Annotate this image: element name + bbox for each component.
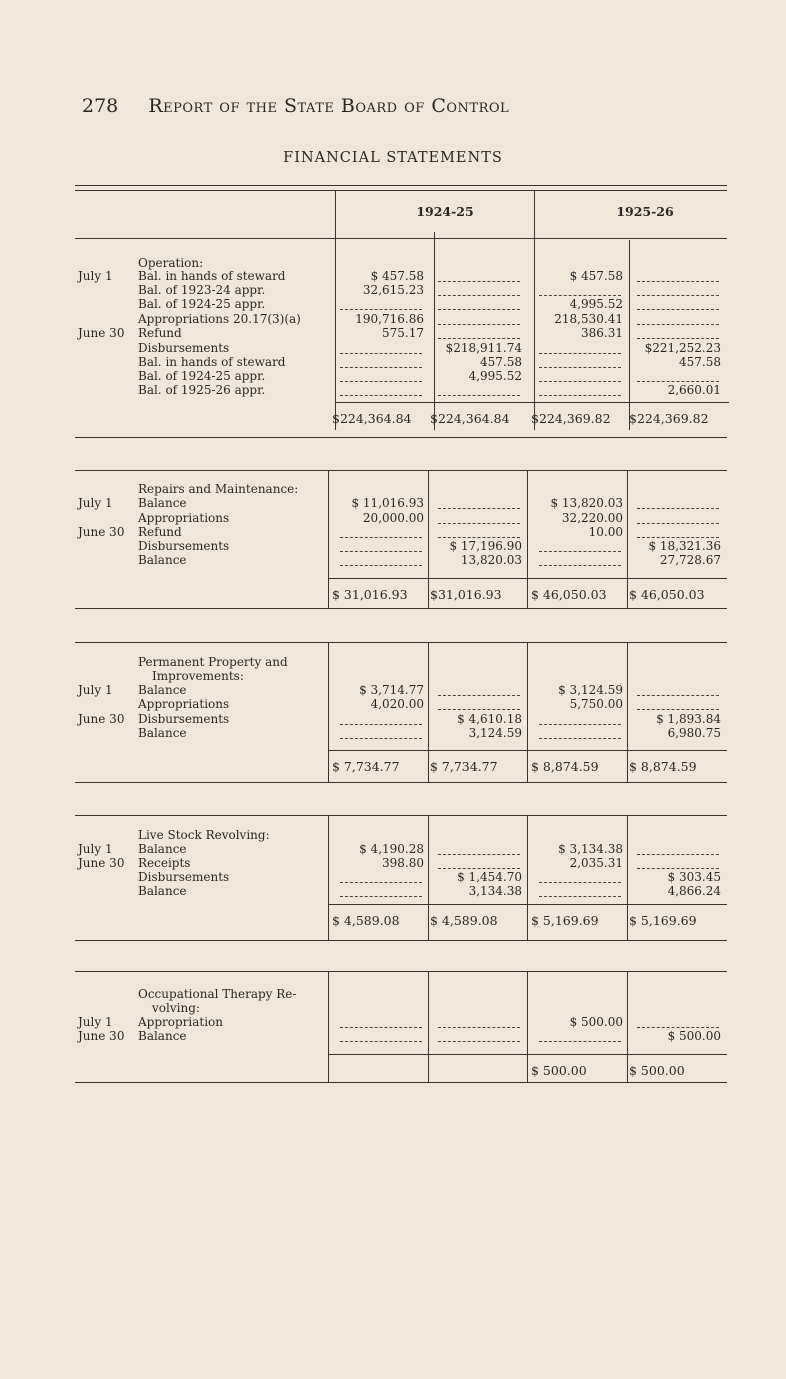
- section-bottom-rule: [75, 940, 727, 941]
- blank-leader: [340, 565, 422, 566]
- blank-leader: [438, 537, 520, 538]
- section-total: $224,364.84: [332, 411, 412, 426]
- row-amount: $ 18,321.36: [648, 539, 721, 553]
- blank-leader: [438, 295, 520, 296]
- row-label: Balance: [138, 726, 187, 740]
- row-date: July 1: [78, 683, 113, 697]
- column-rule: [627, 971, 628, 1082]
- column-rule: [428, 971, 429, 1082]
- section-total: $ 46,050.03: [531, 587, 607, 602]
- blank-leader: [340, 381, 422, 382]
- row-amount: 575.17: [382, 326, 424, 340]
- row-label: Refund: [138, 326, 182, 340]
- section-total: $ 8,874.59: [629, 759, 697, 774]
- blank-leader: [340, 896, 422, 897]
- section-bottom-rule: [75, 1082, 727, 1083]
- section-bottom-rule: [75, 608, 727, 609]
- blank-leader: [637, 709, 719, 710]
- section-top-rule: [75, 642, 727, 643]
- row-date: June 30: [78, 1029, 125, 1043]
- section-total: $ 8,874.59: [531, 759, 599, 774]
- blank-leader: [637, 381, 719, 382]
- section-total: $ 46,050.03: [629, 587, 705, 602]
- blank-leader: [340, 1027, 422, 1028]
- column-rule: [527, 815, 528, 940]
- blank-leader: [438, 1041, 520, 1042]
- column-rule: [328, 971, 329, 1082]
- column-rule: [428, 815, 429, 940]
- row-date: June 30: [78, 326, 125, 340]
- row-date: July 1: [78, 269, 113, 283]
- row-label: Disbursements: [138, 539, 230, 553]
- blank-leader: [539, 381, 621, 382]
- row-amount: 27,728.67: [659, 553, 721, 567]
- blank-leader: [438, 709, 520, 710]
- section-total: $ 31,016.93: [332, 587, 408, 602]
- section-total: $ 5,169.69: [531, 913, 599, 928]
- blank-leader: [340, 309, 422, 310]
- row-amount: 13,820.03: [460, 553, 522, 567]
- row-amount: 3,124.59: [468, 726, 522, 740]
- blank-leader: [438, 281, 520, 282]
- row-amount: 457.58: [679, 355, 721, 369]
- year-heading: 1924-25: [416, 204, 474, 219]
- row-date: July 1: [78, 1015, 113, 1029]
- blank-leader: [438, 395, 520, 396]
- section-title: Live Stock Revolving:: [138, 828, 270, 842]
- section-total: $ 5,169.69: [629, 913, 697, 928]
- header-rule: [75, 238, 727, 239]
- blank-leader: [637, 868, 719, 869]
- blank-leader: [340, 537, 422, 538]
- row-label: Balance: [138, 1029, 187, 1043]
- blank-leader: [438, 309, 520, 310]
- blank-leader: [637, 695, 719, 696]
- row-amount: $ 17,196.90: [449, 539, 522, 553]
- blank-leader: [539, 896, 621, 897]
- blank-leader: [637, 281, 719, 282]
- column-rule: [527, 971, 528, 1082]
- blank-leader: [637, 537, 719, 538]
- blank-leader: [438, 1027, 520, 1028]
- row-label: Balance: [138, 496, 187, 510]
- row-label: Bal. in hands of steward: [138, 355, 286, 369]
- section-total: $ 7,734.77: [430, 759, 498, 774]
- blank-leader: [539, 882, 621, 883]
- row-label: Balance: [138, 553, 187, 567]
- blank-leader: [539, 724, 621, 725]
- row-label: Balance: [138, 884, 187, 898]
- totals-rule: [328, 578, 727, 579]
- section-total: $31,016.93: [430, 587, 502, 602]
- row-amount: $ 457.58: [569, 269, 623, 283]
- section-total: $224,369.82: [629, 411, 709, 426]
- blank-leader: [438, 868, 520, 869]
- row-label: Appropriations: [138, 511, 230, 525]
- blank-leader: [539, 367, 621, 368]
- blank-leader: [340, 367, 422, 368]
- row-label: Balance: [138, 842, 187, 856]
- blank-leader: [539, 1041, 621, 1042]
- row-amount: 5,750.00: [569, 697, 623, 711]
- row-amount: 32,615.23: [362, 283, 424, 297]
- blank-leader: [637, 295, 719, 296]
- column-rule: [328, 642, 329, 782]
- section-total: $ 7,734.77: [332, 759, 400, 774]
- year-heading: 1925-26: [616, 204, 674, 219]
- column-rule: [328, 815, 329, 940]
- column-rule: [428, 642, 429, 782]
- section-total: $224,364.84: [430, 411, 510, 426]
- page-title: Report of the State Board of Control: [148, 95, 510, 117]
- row-label: Disbursements: [138, 712, 230, 726]
- row-label: Balance: [138, 683, 187, 697]
- row-amount: 218,530.41: [554, 312, 623, 326]
- section-title: Repairs and Maintenance:: [138, 482, 299, 496]
- page-header: [82, 95, 509, 117]
- section-total: $224,369.82: [531, 411, 611, 426]
- blank-leader: [539, 738, 621, 739]
- table-top-rule: [75, 190, 727, 191]
- row-date: June 30: [78, 856, 125, 870]
- blank-leader: [438, 324, 520, 325]
- row-amount: 4,995.52: [569, 297, 623, 311]
- blank-leader: [340, 738, 422, 739]
- blank-leader: [637, 1027, 719, 1028]
- row-amount: $ 457.58: [370, 269, 424, 283]
- row-date: June 30: [78, 525, 125, 539]
- row-amount: $ 3,124.59: [558, 683, 623, 697]
- column-rule: [627, 642, 628, 782]
- section-top-rule: [75, 470, 727, 471]
- row-amount: 32,220.00: [561, 511, 623, 525]
- row-label: Appropriations 20.17(3)(a): [138, 312, 301, 326]
- row-label: Bal. of 1925-26 appr.: [138, 383, 266, 397]
- blank-leader: [438, 695, 520, 696]
- row-amount: $ 3,714.77: [359, 683, 424, 697]
- row-amount: $ 4,610.18: [457, 712, 522, 726]
- row-amount: $ 1,454.70: [457, 870, 522, 884]
- column-rule: [335, 190, 336, 430]
- column-rule: [328, 470, 329, 608]
- blank-leader: [539, 565, 621, 566]
- blank-leader: [438, 338, 520, 339]
- section-top-rule: [75, 971, 727, 972]
- column-rule: [434, 232, 435, 430]
- column-rule: [527, 642, 528, 782]
- blank-leader: [539, 295, 621, 296]
- row-amount: $218,911.74: [445, 341, 522, 355]
- row-amount: $ 1,893.84: [656, 712, 721, 726]
- section-top-rule: [75, 815, 727, 816]
- blank-leader: [438, 854, 520, 855]
- row-amount: 386.31: [581, 326, 623, 340]
- row-amount: $ 4,190.28: [359, 842, 424, 856]
- row-amount: 10.00: [588, 525, 623, 539]
- row-amount: 2,660.01: [667, 383, 721, 397]
- blank-leader: [438, 523, 520, 524]
- row-amount: 6,980.75: [667, 726, 721, 740]
- section-total: $ 4,589.08: [430, 913, 498, 928]
- column-rule: [627, 470, 628, 608]
- row-amount: $ 500.00: [667, 1029, 721, 1043]
- section-title: volving:: [152, 1001, 200, 1015]
- blank-leader: [637, 324, 719, 325]
- row-label: Bal. of 1924-25 appr.: [138, 297, 266, 311]
- section-title: Occupational Therapy Re-: [138, 987, 297, 1001]
- row-amount: $ 3,134.38: [558, 842, 623, 856]
- row-amount: 20,000.00: [362, 511, 424, 525]
- row-amount: $221,252.23: [644, 341, 721, 355]
- blank-leader: [539, 395, 621, 396]
- row-amount: 2,035.31: [569, 856, 623, 870]
- blank-leader: [637, 309, 719, 310]
- blank-leader: [340, 724, 422, 725]
- row-amount: $ 11,016.93: [351, 496, 424, 510]
- column-rule: [527, 470, 528, 608]
- row-label: Appropriations: [138, 697, 230, 711]
- blank-leader: [340, 551, 422, 552]
- row-amount: 3,134.38: [468, 884, 522, 898]
- blank-leader: [340, 353, 422, 354]
- blank-leader: [438, 508, 520, 509]
- row-amount: 4,995.52: [468, 369, 522, 383]
- section-total: $ 500.00: [629, 1063, 685, 1078]
- section-title: Improvements:: [152, 669, 244, 683]
- row-label: Disbursements: [138, 870, 230, 884]
- section-title: Operation:: [138, 256, 204, 270]
- row-amount: 190,716.86: [355, 312, 424, 326]
- row-amount: 4,866.24: [667, 884, 721, 898]
- blank-leader: [637, 854, 719, 855]
- section-bottom-rule: [75, 782, 727, 783]
- row-amount: $ 13,820.03: [550, 496, 623, 510]
- row-amount: 457.58: [480, 355, 522, 369]
- totals-rule: [335, 402, 729, 403]
- row-label: Bal. in hands of steward: [138, 269, 286, 283]
- row-date: July 1: [78, 496, 113, 510]
- row-date: July 1: [78, 842, 113, 856]
- row-date: June 30: [78, 712, 125, 726]
- blank-leader: [340, 1041, 422, 1042]
- section-bottom-rule: [75, 437, 727, 438]
- row-label: Bal. of 1924-25 appr.: [138, 369, 266, 383]
- row-label: Bal. of 1923-24 appr.: [138, 283, 266, 297]
- row-label: Receipts: [138, 856, 191, 870]
- row-label: Refund: [138, 525, 182, 539]
- blank-leader: [340, 395, 422, 396]
- row-label: Appropriation: [138, 1015, 224, 1029]
- column-rule: [428, 470, 429, 608]
- blank-leader: [637, 508, 719, 509]
- blank-leader: [637, 523, 719, 524]
- section-total: $ 500.00: [531, 1063, 587, 1078]
- page-number: 278: [82, 95, 119, 117]
- row-amount: 398.80: [382, 856, 424, 870]
- row-amount: $ 500.00: [569, 1015, 623, 1029]
- column-rule: [627, 815, 628, 940]
- row-amount: 4,020.00: [370, 697, 424, 711]
- blank-leader: [340, 882, 422, 883]
- totals-rule: [328, 904, 727, 905]
- totals-rule: [328, 750, 727, 751]
- blank-leader: [637, 338, 719, 339]
- table-top-rule: [75, 185, 727, 186]
- section-title: Permanent Property and: [138, 655, 288, 669]
- blank-leader: [539, 551, 621, 552]
- row-label: Disbursements: [138, 341, 230, 355]
- totals-rule: [328, 1054, 727, 1055]
- row-amount: $ 303.45: [667, 870, 721, 884]
- blank-leader: [539, 353, 621, 354]
- section-heading: FINANCIAL STATEMENTS: [283, 150, 503, 166]
- section-total: $ 4,589.08: [332, 913, 400, 928]
